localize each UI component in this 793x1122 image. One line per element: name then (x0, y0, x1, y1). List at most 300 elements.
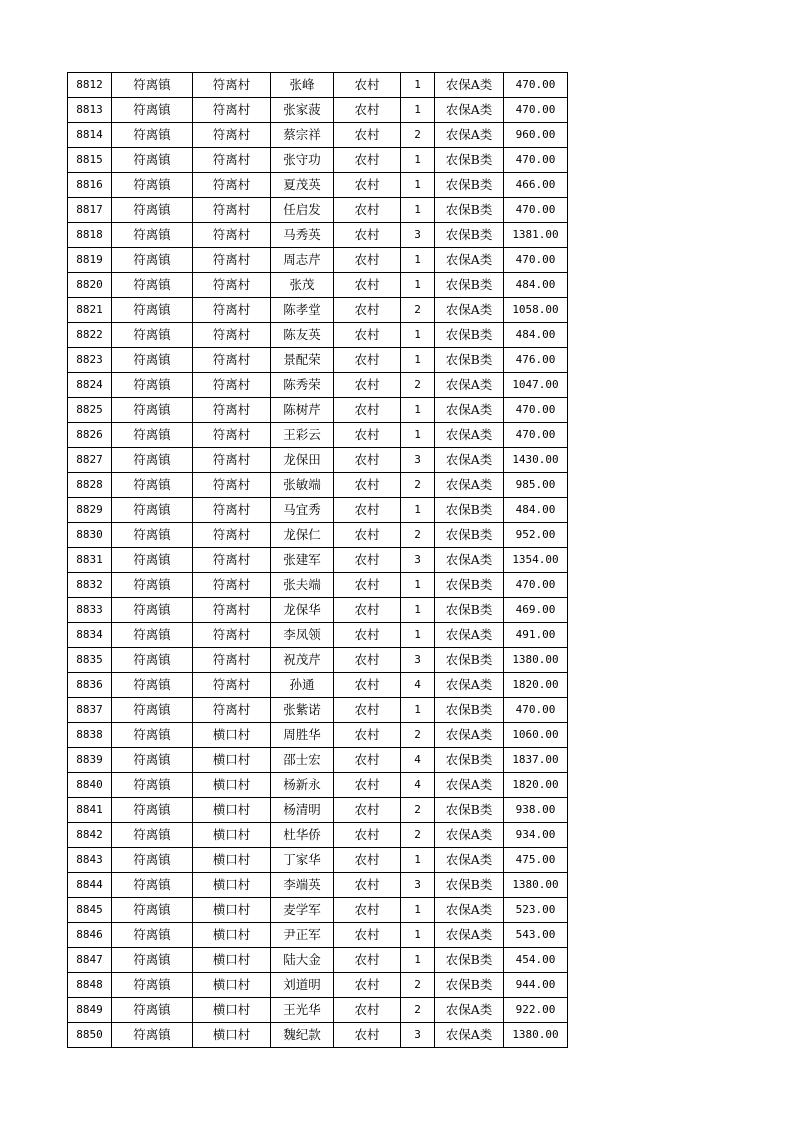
person-count-cell: 1 (401, 398, 435, 423)
table-row (68, 923, 568, 948)
household-type-cell: 农村 (334, 323, 401, 348)
person-count-cell: 1 (401, 423, 435, 448)
roster-table (67, 72, 568, 1048)
person-count-cell: 1 (401, 948, 435, 973)
household-type-cell: 农村 (334, 773, 401, 798)
person-count-cell: 4 (401, 773, 435, 798)
person-count-cell: 1 (401, 248, 435, 273)
name-cell: 尹正军 (271, 923, 334, 948)
person-count-cell: 2 (401, 723, 435, 748)
amount-cell: 470.00 (504, 73, 568, 98)
person-count-cell: 2 (401, 998, 435, 1023)
table-row (68, 973, 568, 998)
insurance-category-cell: 农保A类 (435, 898, 504, 923)
amount-cell: 466.00 (504, 173, 568, 198)
household-type-cell: 农村 (334, 173, 401, 198)
name-cell: 麦学军 (271, 898, 334, 923)
insurance-category-cell: 农保A类 (435, 98, 504, 123)
insurance-category-cell: 农保A类 (435, 623, 504, 648)
person-count-cell: 1 (401, 73, 435, 98)
household-type-cell: 农村 (334, 198, 401, 223)
household-type-cell: 农村 (334, 73, 401, 98)
insurance-category-cell: 农保B类 (435, 348, 504, 373)
person-count-cell: 2 (401, 523, 435, 548)
table-row (68, 398, 568, 423)
village-cell: 符离村 (193, 423, 271, 448)
town-cell: 符离镇 (112, 648, 193, 673)
household-type-cell: 农村 (334, 923, 401, 948)
town-cell: 符离镇 (112, 573, 193, 598)
village-cell: 符离村 (193, 573, 271, 598)
amount-cell: 470.00 (504, 698, 568, 723)
insurance-category-cell: 农保B类 (435, 973, 504, 998)
record-id-cell: 8820 (68, 273, 112, 298)
insurance-category-cell: 农保B类 (435, 273, 504, 298)
town-cell: 符离镇 (112, 623, 193, 648)
table-row (68, 998, 568, 1023)
table-row (68, 873, 568, 898)
town-cell: 符离镇 (112, 173, 193, 198)
town-cell: 符离镇 (112, 873, 193, 898)
record-id-cell: 8817 (68, 198, 112, 223)
insurance-category-cell: 农保A类 (435, 773, 504, 798)
town-cell: 符离镇 (112, 273, 193, 298)
record-id-cell: 8827 (68, 448, 112, 473)
town-cell: 符离镇 (112, 923, 193, 948)
amount-cell: 1430.00 (504, 448, 568, 473)
household-type-cell: 农村 (334, 723, 401, 748)
amount-cell: 484.00 (504, 498, 568, 523)
person-count-cell: 4 (401, 673, 435, 698)
amount-cell: 938.00 (504, 798, 568, 823)
name-cell: 杜华侨 (271, 823, 334, 848)
insurance-category-cell: 农保B类 (435, 948, 504, 973)
record-id-cell: 8841 (68, 798, 112, 823)
name-cell: 王光华 (271, 998, 334, 1023)
household-type-cell: 农村 (334, 248, 401, 273)
amount-cell: 484.00 (504, 273, 568, 298)
amount-cell: 470.00 (504, 248, 568, 273)
village-cell: 符离村 (193, 298, 271, 323)
village-cell: 符离村 (193, 373, 271, 398)
table-row (68, 98, 568, 123)
insurance-category-cell: 农保A类 (435, 673, 504, 698)
household-type-cell: 农村 (334, 1023, 401, 1048)
insurance-category-cell: 农保A类 (435, 73, 504, 98)
amount-cell: 543.00 (504, 923, 568, 948)
insurance-category-cell: 农保A类 (435, 548, 504, 573)
record-id-cell: 8812 (68, 73, 112, 98)
village-cell: 符离村 (193, 348, 271, 373)
table-row (68, 773, 568, 798)
person-count-cell: 1 (401, 348, 435, 373)
record-id-cell: 8842 (68, 823, 112, 848)
name-cell: 景配荣 (271, 348, 334, 373)
town-cell: 符离镇 (112, 998, 193, 1023)
insurance-category-cell: 农保A类 (435, 848, 504, 873)
town-cell: 符离镇 (112, 598, 193, 623)
amount-cell: 1060.00 (504, 723, 568, 748)
amount-cell: 470.00 (504, 398, 568, 423)
record-id-cell: 8843 (68, 848, 112, 873)
name-cell: 张夫端 (271, 573, 334, 598)
town-cell: 符离镇 (112, 298, 193, 323)
name-cell: 邵士宏 (271, 748, 334, 773)
amount-cell: 475.00 (504, 848, 568, 873)
village-cell: 符离村 (193, 498, 271, 523)
amount-cell: 469.00 (504, 598, 568, 623)
amount-cell: 470.00 (504, 198, 568, 223)
household-type-cell: 农村 (334, 298, 401, 323)
amount-cell: 454.00 (504, 948, 568, 973)
household-type-cell: 农村 (334, 148, 401, 173)
table-row (68, 848, 568, 873)
insurance-category-cell: 农保A类 (435, 923, 504, 948)
village-cell: 横口村 (193, 998, 271, 1023)
name-cell: 张敏端 (271, 473, 334, 498)
town-cell: 符离镇 (112, 348, 193, 373)
town-cell: 符离镇 (112, 498, 193, 523)
household-type-cell: 农村 (334, 223, 401, 248)
town-cell: 符离镇 (112, 73, 193, 98)
table-row (68, 323, 568, 348)
insurance-category-cell: 农保A类 (435, 1023, 504, 1048)
person-count-cell: 1 (401, 923, 435, 948)
table-row (68, 823, 568, 848)
insurance-category-cell: 农保A类 (435, 298, 504, 323)
record-id-cell: 8844 (68, 873, 112, 898)
insurance-category-cell: 农保B类 (435, 598, 504, 623)
town-cell: 符离镇 (112, 373, 193, 398)
table-row (68, 1023, 568, 1048)
village-cell: 符离村 (193, 248, 271, 273)
village-cell: 符离村 (193, 473, 271, 498)
table-row (68, 898, 568, 923)
insurance-category-cell: 农保B类 (435, 523, 504, 548)
town-cell: 符离镇 (112, 948, 193, 973)
person-count-cell: 2 (401, 798, 435, 823)
insurance-category-cell: 农保B类 (435, 223, 504, 248)
person-count-cell: 2 (401, 123, 435, 148)
person-count-cell: 1 (401, 323, 435, 348)
village-cell: 符离村 (193, 598, 271, 623)
village-cell: 符离村 (193, 198, 271, 223)
household-type-cell: 农村 (334, 423, 401, 448)
town-cell: 符离镇 (112, 248, 193, 273)
table-row (68, 723, 568, 748)
insurance-category-cell: 农保B类 (435, 573, 504, 598)
town-cell: 符离镇 (112, 523, 193, 548)
village-cell: 符离村 (193, 223, 271, 248)
table-row (68, 123, 568, 148)
name-cell: 龙保田 (271, 448, 334, 473)
amount-cell: 1380.00 (504, 1023, 568, 1048)
name-cell: 魏纪款 (271, 1023, 334, 1048)
amount-cell: 470.00 (504, 98, 568, 123)
name-cell: 刘道明 (271, 973, 334, 998)
table-row (68, 348, 568, 373)
person-count-cell: 1 (401, 198, 435, 223)
town-cell: 符离镇 (112, 848, 193, 873)
name-cell: 杨新永 (271, 773, 334, 798)
household-type-cell: 农村 (334, 123, 401, 148)
town-cell: 符离镇 (112, 198, 193, 223)
person-count-cell: 1 (401, 898, 435, 923)
insurance-category-cell: 农保A类 (435, 823, 504, 848)
table-row (68, 573, 568, 598)
amount-cell: 922.00 (504, 998, 568, 1023)
insurance-category-cell: 农保A类 (435, 448, 504, 473)
record-id-cell: 8850 (68, 1023, 112, 1048)
household-type-cell: 农村 (334, 748, 401, 773)
name-cell: 蔡宗祥 (271, 123, 334, 148)
insurance-category-cell: 农保A类 (435, 473, 504, 498)
record-id-cell: 8826 (68, 423, 112, 448)
town-cell: 符离镇 (112, 773, 193, 798)
record-id-cell: 8823 (68, 348, 112, 373)
table-row (68, 423, 568, 448)
name-cell: 陈秀荣 (271, 373, 334, 398)
village-cell: 横口村 (193, 848, 271, 873)
person-count-cell: 1 (401, 598, 435, 623)
insurance-category-cell: 农保B类 (435, 698, 504, 723)
record-id-cell: 8840 (68, 773, 112, 798)
amount-cell: 1820.00 (504, 673, 568, 698)
household-type-cell: 农村 (334, 648, 401, 673)
town-cell: 符离镇 (112, 123, 193, 148)
household-type-cell: 农村 (334, 373, 401, 398)
town-cell: 符离镇 (112, 798, 193, 823)
town-cell: 符离镇 (112, 973, 193, 998)
name-cell: 张守功 (271, 148, 334, 173)
name-cell: 周志芹 (271, 248, 334, 273)
town-cell: 符离镇 (112, 1023, 193, 1048)
table-row (68, 223, 568, 248)
village-cell: 横口村 (193, 823, 271, 848)
village-cell: 符离村 (193, 73, 271, 98)
household-type-cell: 农村 (334, 523, 401, 548)
household-type-cell: 农村 (334, 673, 401, 698)
name-cell: 任启发 (271, 198, 334, 223)
record-id-cell: 8818 (68, 223, 112, 248)
record-id-cell: 8848 (68, 973, 112, 998)
name-cell: 陈孝堂 (271, 298, 334, 323)
town-cell: 符离镇 (112, 723, 193, 748)
insurance-category-cell: 农保A类 (435, 123, 504, 148)
name-cell: 丁家华 (271, 848, 334, 873)
village-cell: 符离村 (193, 673, 271, 698)
insurance-category-cell: 农保B类 (435, 173, 504, 198)
record-id-cell: 8849 (68, 998, 112, 1023)
person-count-cell: 1 (401, 173, 435, 198)
amount-cell: 1381.00 (504, 223, 568, 248)
village-cell: 符离村 (193, 323, 271, 348)
name-cell: 张峰 (271, 73, 334, 98)
town-cell: 符离镇 (112, 423, 193, 448)
insurance-category-cell: 农保B类 (435, 198, 504, 223)
person-count-cell: 4 (401, 748, 435, 773)
town-cell: 符离镇 (112, 398, 193, 423)
person-count-cell: 1 (401, 623, 435, 648)
insurance-category-cell: 农保B类 (435, 323, 504, 348)
village-cell: 横口村 (193, 773, 271, 798)
amount-cell: 985.00 (504, 473, 568, 498)
town-cell: 符离镇 (112, 548, 193, 573)
village-cell: 符离村 (193, 548, 271, 573)
table-row (68, 798, 568, 823)
record-id-cell: 8839 (68, 748, 112, 773)
amount-cell: 944.00 (504, 973, 568, 998)
name-cell: 张建军 (271, 548, 334, 573)
record-id-cell: 8847 (68, 948, 112, 973)
insurance-category-cell: 农保A类 (435, 998, 504, 1023)
record-id-cell: 8819 (68, 248, 112, 273)
record-id-cell: 8833 (68, 598, 112, 623)
insurance-category-cell: 农保A类 (435, 423, 504, 448)
household-type-cell: 农村 (334, 623, 401, 648)
name-cell: 张家菠 (271, 98, 334, 123)
insurance-category-cell: 农保B类 (435, 498, 504, 523)
insurance-category-cell: 农保A类 (435, 248, 504, 273)
table-row (68, 148, 568, 173)
person-count-cell: 2 (401, 473, 435, 498)
insurance-category-cell: 农保A类 (435, 398, 504, 423)
record-id-cell: 8835 (68, 648, 112, 673)
household-type-cell: 农村 (334, 548, 401, 573)
village-cell: 符离村 (193, 648, 271, 673)
person-count-cell: 2 (401, 373, 435, 398)
table-row (68, 73, 568, 98)
table-row (68, 173, 568, 198)
record-id-cell: 8821 (68, 298, 112, 323)
table-row (68, 673, 568, 698)
village-cell: 符离村 (193, 98, 271, 123)
table-row (68, 448, 568, 473)
name-cell: 王彩云 (271, 423, 334, 448)
table-row (68, 598, 568, 623)
household-type-cell: 农村 (334, 348, 401, 373)
insurance-category-cell: 农保B类 (435, 148, 504, 173)
village-cell: 横口村 (193, 898, 271, 923)
town-cell: 符离镇 (112, 148, 193, 173)
table-row (68, 498, 568, 523)
household-type-cell: 农村 (334, 598, 401, 623)
insurance-category-cell: 农保B类 (435, 748, 504, 773)
insurance-category-cell: 农保A类 (435, 723, 504, 748)
town-cell: 符离镇 (112, 323, 193, 348)
table-row (68, 273, 568, 298)
person-count-cell: 3 (401, 548, 435, 573)
insurance-category-cell: 农保A类 (435, 373, 504, 398)
amount-cell: 934.00 (504, 823, 568, 848)
roster-table-body (68, 73, 568, 1048)
person-count-cell: 1 (401, 273, 435, 298)
table-row (68, 698, 568, 723)
person-count-cell: 2 (401, 973, 435, 998)
record-id-cell: 8822 (68, 323, 112, 348)
amount-cell: 1047.00 (504, 373, 568, 398)
name-cell: 龙保仁 (271, 523, 334, 548)
village-cell: 符离村 (193, 398, 271, 423)
table-row (68, 948, 568, 973)
town-cell: 符离镇 (112, 823, 193, 848)
record-id-cell: 8836 (68, 673, 112, 698)
household-type-cell: 农村 (334, 473, 401, 498)
table-row (68, 248, 568, 273)
household-type-cell: 农村 (334, 573, 401, 598)
table-row (68, 648, 568, 673)
village-cell: 横口村 (193, 873, 271, 898)
village-cell: 横口村 (193, 923, 271, 948)
amount-cell: 470.00 (504, 573, 568, 598)
name-cell: 杨清明 (271, 798, 334, 823)
village-cell: 横口村 (193, 798, 271, 823)
insurance-category-cell: 农保B类 (435, 873, 504, 898)
town-cell: 符离镇 (112, 473, 193, 498)
amount-cell: 491.00 (504, 623, 568, 648)
record-id-cell: 8824 (68, 373, 112, 398)
household-type-cell: 农村 (334, 798, 401, 823)
amount-cell: 1380.00 (504, 873, 568, 898)
name-cell: 夏茂英 (271, 173, 334, 198)
table-row (68, 748, 568, 773)
household-type-cell: 农村 (334, 848, 401, 873)
amount-cell: 1820.00 (504, 773, 568, 798)
record-id-cell: 8815 (68, 148, 112, 173)
person-count-cell: 2 (401, 823, 435, 848)
record-id-cell: 8837 (68, 698, 112, 723)
town-cell: 符离镇 (112, 98, 193, 123)
amount-cell: 960.00 (504, 123, 568, 148)
person-count-cell: 1 (401, 698, 435, 723)
record-id-cell: 8829 (68, 498, 112, 523)
record-id-cell: 8838 (68, 723, 112, 748)
record-id-cell: 8832 (68, 573, 112, 598)
person-count-cell: 3 (401, 873, 435, 898)
village-cell: 横口村 (193, 1023, 271, 1048)
household-type-cell: 农村 (334, 998, 401, 1023)
village-cell: 符离村 (193, 623, 271, 648)
record-id-cell: 8831 (68, 548, 112, 573)
name-cell: 陆大金 (271, 948, 334, 973)
name-cell: 祝茂芹 (271, 648, 334, 673)
record-id-cell: 8816 (68, 173, 112, 198)
person-count-cell: 1 (401, 573, 435, 598)
table-row (68, 548, 568, 573)
name-cell: 周胜华 (271, 723, 334, 748)
amount-cell: 470.00 (504, 423, 568, 448)
amount-cell: 1380.00 (504, 648, 568, 673)
household-type-cell: 农村 (334, 948, 401, 973)
name-cell: 张紫诺 (271, 698, 334, 723)
person-count-cell: 1 (401, 148, 435, 173)
name-cell: 马宜秀 (271, 498, 334, 523)
amount-cell: 952.00 (504, 523, 568, 548)
town-cell: 符离镇 (112, 748, 193, 773)
table-row (68, 473, 568, 498)
name-cell: 龙保华 (271, 598, 334, 623)
table-row (68, 298, 568, 323)
insurance-category-cell: 农保B类 (435, 648, 504, 673)
town-cell: 符离镇 (112, 673, 193, 698)
name-cell: 马秀英 (271, 223, 334, 248)
person-count-cell: 3 (401, 223, 435, 248)
household-type-cell: 农村 (334, 973, 401, 998)
household-type-cell: 农村 (334, 898, 401, 923)
record-id-cell: 8845 (68, 898, 112, 923)
town-cell: 符离镇 (112, 223, 193, 248)
household-type-cell: 农村 (334, 273, 401, 298)
